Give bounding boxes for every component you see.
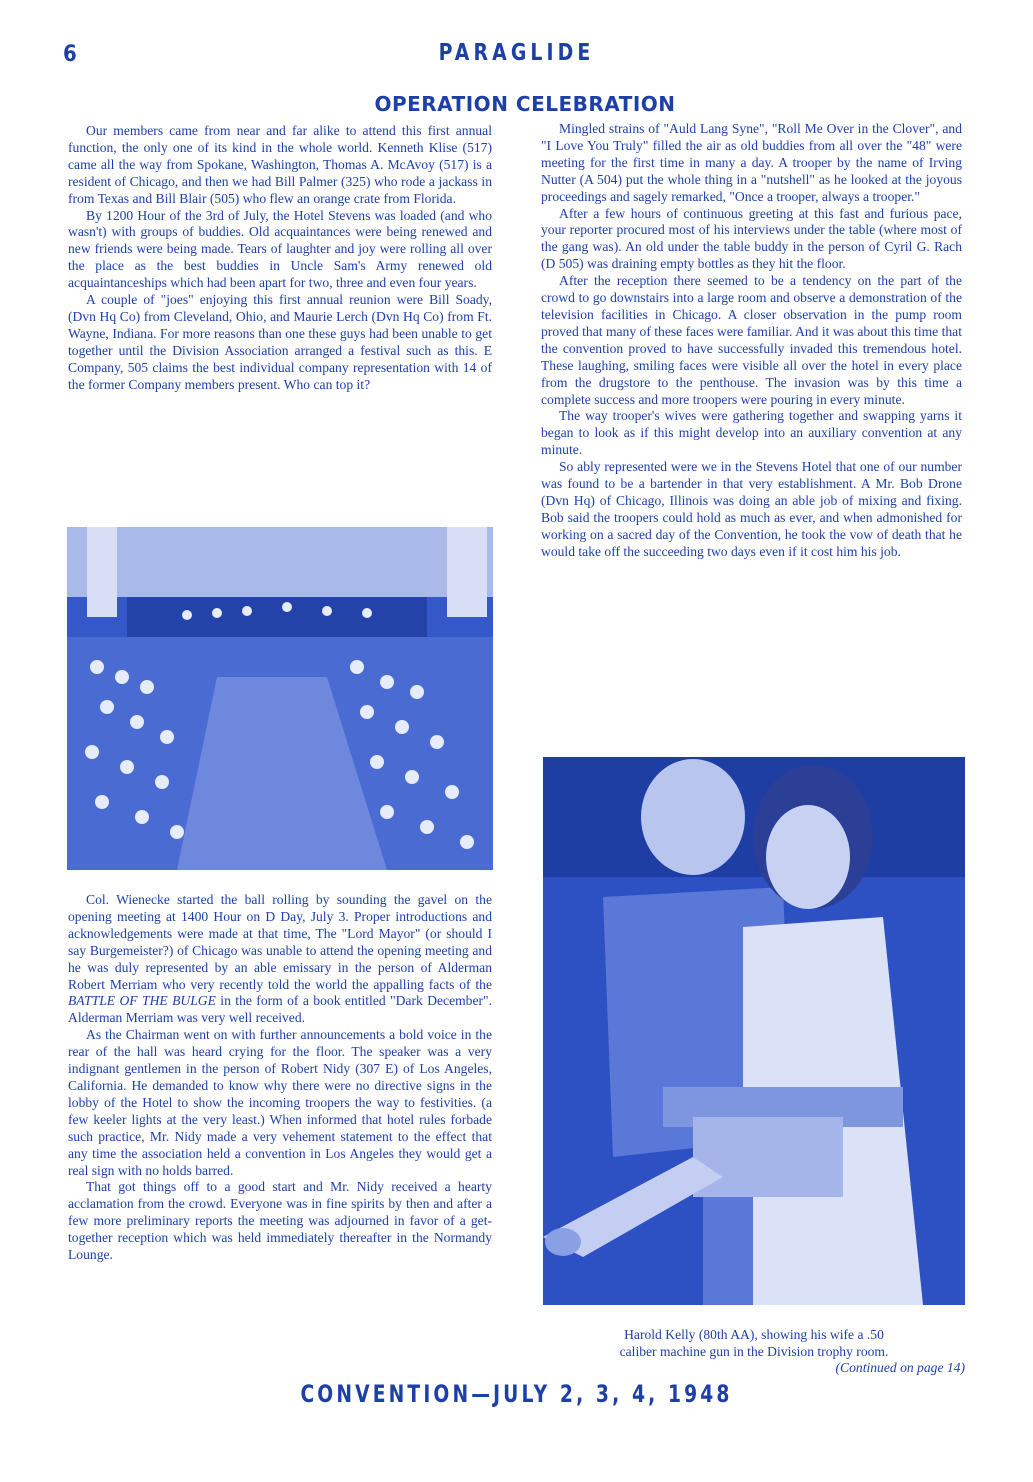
paragraph: Our members came from near and far alike to attend this first annual function, the only one of its kind in the whole world. Kenneth Klise (517) came all the way from Spokane, Washington, Thomas A. McAvoy (517) is a resident of Chicago, and then we had Bill Palmer (325) who rode a jackass in from Texas and Bill Blair (505) who flew an orange crate from Florida. bbox=[68, 123, 492, 206]
caption-line: caliber machine gun in the Division trophy room. bbox=[619, 1343, 889, 1359]
machine-gun-photo bbox=[543, 757, 965, 1305]
paragraph: A couple of "joes" enjoying this first annual reunion were Bill Soady, (Dvn Hq Co) from Cleveland, Ohio, and Maurie Lerch (Dvn Hq Co) from Ft. Wayne, Indiana. For more reasons than one these guys had been unable to get together until the Division Association arranged a festival such as this. E Company, 505 claims the best individual company representation with 14 of the former Company members present. Who can top it? bbox=[68, 292, 492, 392]
paragraph: The way trooper's wives were gathering together and swapping yarns it began to look as if this might develop into an auxiliary convention at any minute. bbox=[541, 408, 962, 458]
convention-meeting-photo bbox=[67, 527, 493, 870]
continued-note: (Continued on page 14) bbox=[835, 1360, 965, 1375]
article-column-2 bbox=[541, 121, 962, 561]
photo-caption bbox=[543, 1327, 965, 1361]
paragraph: Mingled strains of "Auld Lang Syne", "Roll Me Over in the Clover", and "I Love You Truly" filled the air as old buddies from all over the "48" were meeting for the first time in many a day. A trooper by the name of Irving Nutter (A 504) put the whole thing in a "nutshell" as he looked at the joyous proceedings and sagely remarked, "Once a trooper, always a trooper." bbox=[541, 121, 962, 204]
paragraph bbox=[68, 892, 492, 1027]
caption-line: Harold Kelly (80th AA), showing his wife a .50 bbox=[624, 1327, 884, 1342]
paragraph: After the reception there seemed to be a tendency on the part of the crowd to go downstairs into a large room and observe a demonstration of the television facilities in Chicago. A closer observation in the pump room proved that many of these faces were familiar. And it was about this time that the convention proved to have successfully invaded this tremendous hotel. These laughing, smiling faces were visible all over the hotel in every place from the drugstore to the penthouse. The invasion was by this time a complete success and more troopers were pouring in every minute. bbox=[541, 273, 962, 407]
paragraph: By 1200 Hour of the 3rd of July, the Hotel Stevens was loaded (and who wasn't) with groups of buddies. Old acquaintances were being renewed and new friends were being made. Tears of laughter and joy were rolling all over the place as the best buddies in Uncle Sam's Army renewed old acquaintanceships which had been apart for two, three and even four years. bbox=[68, 207, 492, 291]
meeting-hall-illustration bbox=[67, 527, 493, 870]
book-title: BATTLE OF THE BULGE bbox=[68, 993, 216, 1009]
paragraph: So ably represented were we in the Stevens Hotel that one of our number was found to be a bartender in that very establishment. A Mr. Bob Drone (Dvn Hq) of Chicago, Illinois was doing an able job of mixing and fixing. Bob said the troopers could hold as much as ever, and when admonished for working on a sacred day of the Convention, he took the vow of death that he would take off the succeeding two days even if it cost him his job. bbox=[541, 459, 962, 559]
paragraph: As the Chairman went on with further announcements a bold voice in the rear of the hall was heard crying for the floor. The speaker was a very indignant gentlemen in the person of Robert Nidy (307 E) of Los Angeles, California. He demanded to know why there were no directive signs in the lobby of the Hotel to show the incoming troopers the way to festivities. (a few keeler lights at the very least.) When informed that hotel rules forbade such practice, Mr. Nidy made a very vehement statement to the effect that any time the association held a convention in Los Angeles they would get a real sign with no holds barred. bbox=[68, 1027, 492, 1178]
article-headline: OPERATION CELEBRATION bbox=[374, 92, 676, 116]
paragraph: That got things off to a good start and Mr. Nidy received a hearty acclamation from the crowd. Everyone was in fine spirits by then and after a few more preliminary reports the meeting was adjourned in favor of a get-together reception which was held immediately thereafter in the Normandy Lounge. bbox=[68, 1179, 492, 1263]
article-column-1-bottom bbox=[68, 892, 492, 1264]
page-number: 6 bbox=[63, 42, 78, 67]
paragraph: After a few hours of continuous greeting at this fast and furious pace, your reporter procured most of his interviews under the table (where most of the gang was). An old under the table buddy in the person of Cyril G. Rach (D 505) was draining empty bottles as they hit the floor. bbox=[541, 205, 962, 272]
couple-with-machine-gun-illustration bbox=[543, 757, 965, 1305]
footer-convention-dates: CONVENTION—JULY 2, 3, 4, 1948 bbox=[300, 1380, 733, 1408]
masthead-title: PARAGLIDE bbox=[438, 40, 595, 66]
paragraph-text: Col. Wienecke started the ball rolling by sounding the gavel on the opening meeting at 1400 Hour on D Day, July 3. Proper introductions and acknowledgements were made at that time, The "Lord Mayor" (or should I say Burgemeister?) of Chicago was unable to attend the opening meeting and he was duly represented by an able emissary in the person of Alderman Robert Merriam who very recently told the world the appalling facts of the bbox=[68, 892, 492, 992]
paragraph-text: in the form of a book entitled "Dark December". Alderman Merriam was very well received. bbox=[68, 993, 492, 1026]
article-column-1-top bbox=[68, 123, 492, 394]
